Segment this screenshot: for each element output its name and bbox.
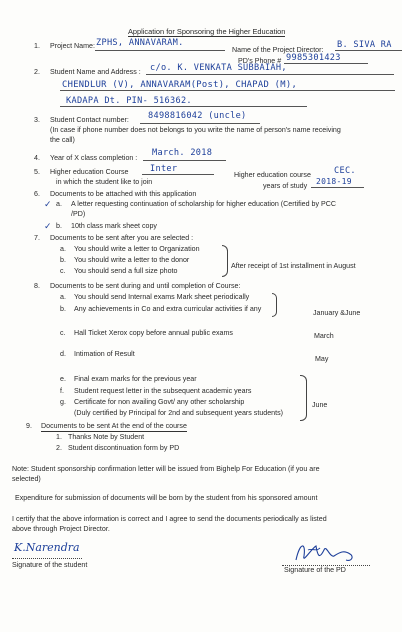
contact-note-1: (In case if phone number does not belongs to you write the name of person's name receiving: [50, 126, 341, 134]
q8-a-text: You should send Internal exams Mark sheet periodically: [74, 293, 250, 301]
q6-a-text-1: A letter requesting continuation of scholarship for higher education (Certified by PCC: [71, 200, 336, 208]
note-line-1: Note: Student sponsorship confirmation letter will be issued from Bighelp For Education (if you are: [12, 465, 320, 473]
q8-e-letter: e.: [60, 375, 66, 383]
q8-brace-efg: [300, 375, 307, 421]
q6-b-letter: b.: [56, 222, 62, 230]
contact-label: Student Contact number:: [50, 116, 129, 124]
q7-c-text: You should send a full size photo: [74, 267, 178, 275]
note-line-2: selected): [12, 475, 41, 483]
q8-a-letter: a.: [60, 293, 66, 301]
pd-phone-value: 9985301423: [286, 53, 341, 63]
documents-after-selected-label: Documents to be sent after you are selected :: [50, 234, 194, 242]
q7-b-letter: b.: [60, 256, 66, 264]
q9-2-number: 2.: [56, 444, 62, 452]
q4-number: 4.: [34, 154, 40, 162]
q8-b-text: Any achievements in Co and extra curricular activities if any: [74, 305, 262, 313]
x-class-label: Year of X class completion :: [50, 154, 138, 162]
address-line-2: KADAPA Dt. PIN- 516362.: [66, 96, 192, 106]
q7-note: After receipt of 1st installment in August: [231, 262, 356, 270]
project-name-label: Project Name:: [50, 42, 95, 50]
q8-number: 8.: [34, 282, 40, 290]
end-of-course-label: Documents to be sent At the end of the course: [41, 422, 187, 430]
q6-number: 6.: [34, 190, 40, 198]
years-line: [311, 187, 364, 188]
q7-brace: [222, 245, 228, 277]
course-label: Higher education course: [234, 171, 311, 179]
q9-2-text: Student discontinuation form by PD: [68, 444, 180, 452]
q7-a-letter: a.: [60, 245, 66, 253]
q6-a-letter: a.: [56, 200, 62, 208]
course-value: CEC.: [334, 166, 356, 176]
q8-d-text: Intimation of Result: [74, 350, 135, 358]
project-name-value: ZPHS, ANNAVARAM.: [96, 38, 184, 48]
tick-icon: ✓: [44, 221, 52, 231]
q8-d-letter: d.: [60, 350, 66, 358]
tick-icon: ✓: [44, 199, 52, 209]
pd-signature-icon: [290, 538, 360, 566]
q8-jan-june: January &June: [313, 309, 361, 317]
student-name-line: [146, 74, 394, 75]
q8-c-when: March: [314, 332, 334, 340]
q6-a-text-2: /PD): [71, 210, 86, 218]
higher-ed-label: Higher education Course: [50, 168, 129, 176]
q8-c-text: Hall Ticket Xerox copy before annual public exams: [74, 329, 233, 337]
student-signature: K.Narendra: [14, 541, 80, 554]
certification-line-1: I certify that the above information is correct and I agree to send the documents periodically as listed: [12, 515, 327, 523]
q8-e-text: Final exam marks for the previous year: [74, 375, 197, 383]
q6-b-text: 10th class mark sheet copy: [71, 222, 157, 230]
q7-number: 7.: [34, 234, 40, 242]
q5-number: 5.: [34, 168, 40, 176]
student-name-value: c/o. K. VENKATA SUBBAIAH,: [150, 63, 287, 73]
certification-line-2: above through Project Director.: [12, 525, 110, 533]
q8-g-note: (Duly certified by Principal for 2nd and subsequent years students): [74, 409, 283, 417]
q9-1-text: Thanks Note by Student: [68, 433, 145, 441]
contact-note-2: the call): [50, 136, 75, 144]
q8-g-letter: g.: [60, 398, 66, 406]
project-director-label: Name of the Project Director:: [232, 46, 324, 54]
q9-1-number: 1.: [56, 433, 62, 441]
q2-number: 2.: [34, 68, 40, 76]
address-line-1-rule: [60, 90, 395, 91]
q8-d-when: May: [315, 355, 329, 363]
q8-g-text: Certificate for non availing Govt/ any other scholarship: [74, 398, 245, 406]
years-value: 2018-19: [316, 177, 352, 186]
expenditure-note: Expenditure for submission of documents will be born by the student from his sponsored amount: [15, 494, 318, 502]
q7-b-text: You should write a letter to the donor: [74, 256, 190, 264]
pd-signature-label: Signature of the PD: [284, 566, 346, 574]
pd-phone-line: [284, 63, 368, 64]
student-signature-label: Signature of the student: [12, 561, 88, 569]
q8-b-letter: b.: [60, 305, 66, 313]
address-line-1: CHENDLUR (V), ANNAVARAM(Post), CHAPAD (M),: [62, 80, 298, 90]
project-director-value: B. SIVA RA: [337, 40, 392, 50]
project-director-line: [335, 50, 402, 51]
q3-number: 3.: [34, 116, 40, 124]
x-class-line: [143, 160, 226, 161]
q9-number: 9.: [26, 422, 32, 430]
q8-f-text: Student request letter in the subsequent academic years: [74, 387, 252, 395]
higher-ed-sub: in which the student like to join: [56, 178, 153, 186]
q7-c-letter: c.: [60, 267, 66, 275]
documents-during-course-label: Documents to be sent during and until completion of Course:: [50, 282, 241, 290]
documents-attached-label: Documents to be attached with this application: [50, 190, 197, 198]
project-name-line: [95, 50, 225, 51]
years-label: years of study: [263, 182, 308, 190]
student-name-label: Student Name and Address :: [50, 68, 141, 76]
higher-ed-value: Inter: [150, 164, 178, 174]
x-class-value: March. 2018: [152, 148, 213, 158]
student-signature-line: [12, 558, 82, 559]
pd-phone-label: PD's Phone #: [238, 57, 282, 65]
higher-ed-line: [142, 174, 214, 175]
contact-value: 8498816042 (uncle): [148, 111, 247, 121]
form-title: Application for Sponsoring the Higher Education: [128, 27, 286, 36]
address-line-2-rule: [60, 106, 307, 107]
q8-c-letter: c.: [60, 329, 66, 337]
contact-line: [140, 123, 260, 124]
q8-f-letter: f.: [60, 387, 64, 395]
q7-a-text: You should write a letter to Organization: [74, 245, 200, 253]
q8-g-when: June: [312, 401, 328, 409]
q1-number: 1.: [34, 42, 40, 50]
q8-brace-ab: [272, 293, 277, 317]
